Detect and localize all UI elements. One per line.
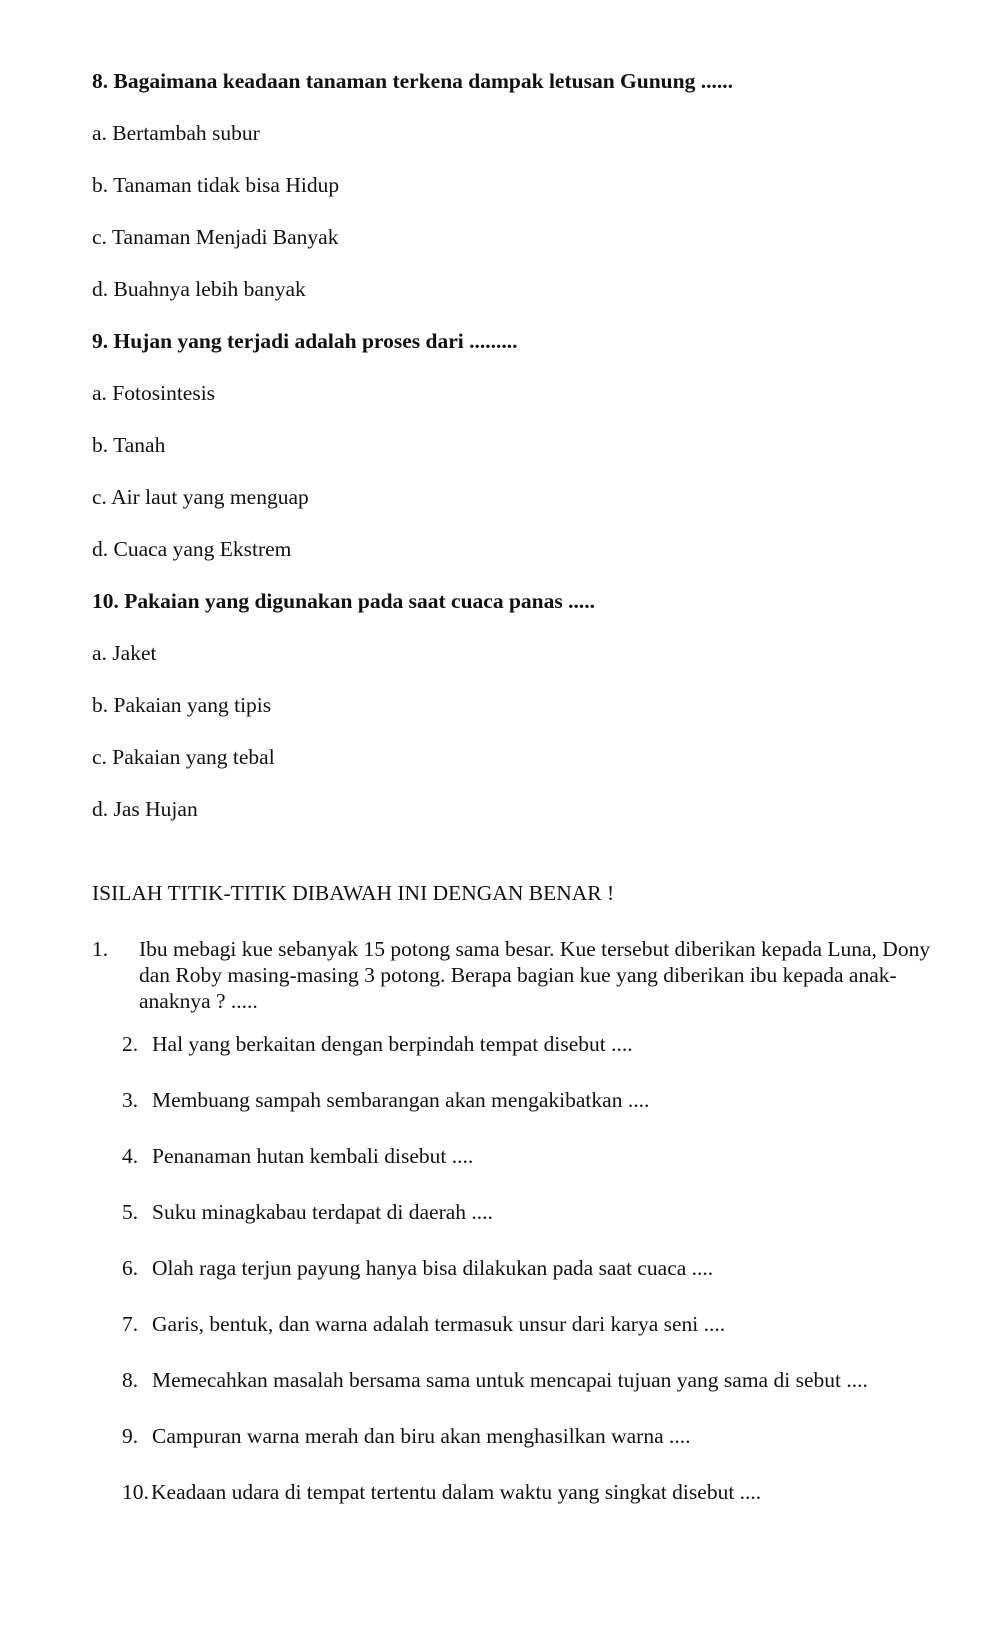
- fill-item-10: [122, 1479, 761, 1505]
- question-10-option-a: a. Jaket: [92, 641, 157, 665]
- question-8: 8. Bagaimana keadaan tanaman terkena dampak letusan Gunung ......: [92, 69, 733, 93]
- question-8-option-d: d. Buahnya lebih banyak: [92, 277, 306, 301]
- fill-item-text: Campuran warna merah dan biru akan menghasilkan warna ....: [152, 1424, 691, 1448]
- question-9-option-c: c. Air laut yang menguap: [92, 485, 309, 509]
- fill-item-9: [122, 1423, 691, 1449]
- section-title: ISILAH TITIK-TITIK DIBAWAH INI DENGAN BENAR !: [92, 881, 615, 905]
- fill-item-text: Memecahkan masalah bersama sama untuk mencapai tujuan yang sama di sebut ....: [152, 1368, 868, 1392]
- fill-item-3: [122, 1087, 649, 1113]
- fill-item-4: [122, 1143, 473, 1169]
- question-10: 10. Pakaian yang digunakan pada saat cuaca panas .....: [92, 589, 596, 613]
- fill-item-text: Olah raga terjun payung hanya bisa dilakukan pada saat cuaca ....: [152, 1256, 714, 1280]
- fill-item-text: Garis, bentuk, dan warna adalah termasuk unsur dari karya seni ....: [152, 1312, 726, 1336]
- fill-item-text: Membuang sampah sembarangan akan mengakibatkan ....: [152, 1088, 650, 1112]
- fill-item-number: 2.: [122, 1032, 139, 1056]
- question-9-option-b: b. Tanah: [92, 433, 166, 457]
- fill-item-5: [122, 1199, 493, 1225]
- fill-item-2: [122, 1031, 633, 1057]
- fill-item-number: 7.: [122, 1312, 139, 1336]
- fill-item-number: 1.: [92, 937, 109, 961]
- fill-item-number: 8.: [122, 1368, 139, 1392]
- fill-item-7: [122, 1311, 725, 1337]
- question-8-option-a: a. Bertambah subur: [92, 121, 260, 145]
- fill-item-1: [92, 936, 952, 1014]
- fill-item-number: 3.: [122, 1088, 139, 1112]
- fill-item-number: 5.: [122, 1200, 139, 1224]
- question-10-option-c: c. Pakaian yang tebal: [92, 745, 275, 769]
- question-8-option-c: c. Tanaman Menjadi Banyak: [92, 225, 339, 249]
- fill-item-number: 9.: [122, 1424, 139, 1448]
- fill-item-text: Penanaman hutan kembali disebut ....: [152, 1144, 474, 1168]
- question-10-option-b: b. Pakaian yang tipis: [92, 693, 272, 717]
- question-9-option-a: a. Fotosintesis: [92, 381, 216, 405]
- fill-item-text: Hal yang berkaitan dengan berpindah tempat disebut ....: [152, 1032, 633, 1056]
- question-8-option-b: b. Tanaman tidak bisa Hidup: [92, 173, 340, 197]
- fill-item-number: 4.: [122, 1144, 139, 1168]
- fill-item-text: Suku minagkabau terdapat di daerah ....: [152, 1200, 493, 1224]
- fill-item-number: 10.: [122, 1480, 149, 1504]
- question-10-option-d: d. Jas Hujan: [92, 797, 198, 821]
- question-9-option-d: d. Cuaca yang Ekstrem: [92, 537, 292, 561]
- question-9: 9. Hujan yang terjadi adalah proses dari .........: [92, 329, 518, 353]
- fill-item-text: Ibu mebagi kue sebanyak 15 potong sama besar. Kue tersebut diberikan kepada Luna, Dony dan Roby masing-masing 3 potong. Berapa bagian kue yang diberikan ibu kepada anak-anaknya ? .....: [139, 937, 931, 1013]
- fill-item-text: Keadaan udara di tempat tertentu dalam waktu yang singkat disebut ....: [151, 1480, 762, 1504]
- fill-item-6: [122, 1255, 713, 1281]
- fill-item-number: 6.: [122, 1256, 139, 1280]
- fill-item-8: [122, 1367, 868, 1393]
